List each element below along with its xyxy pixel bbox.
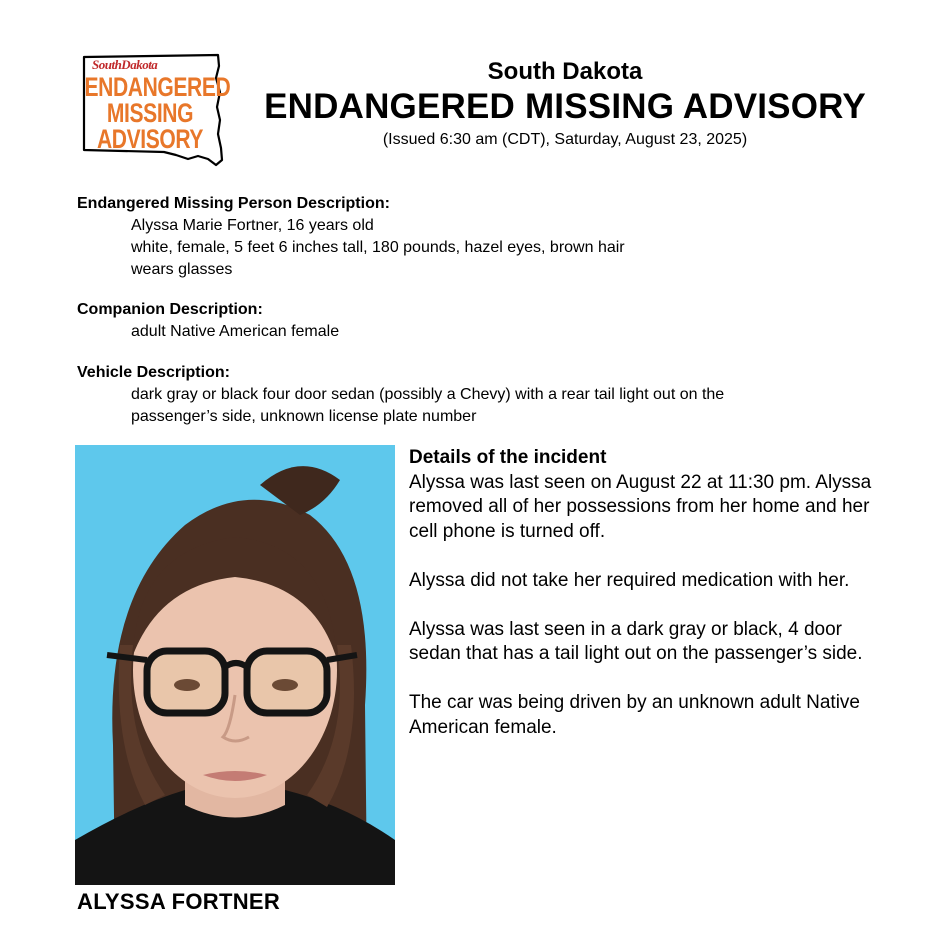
header-state: South Dakota [487,58,643,85]
details-paragraph: Alyssa did not take her required medication with her. [409,569,850,591]
details-heading: Details of the incident [409,447,607,468]
logo-line-advisory: ADVISORY [96,124,204,154]
photo-caption: ALYSSA FORTNER [77,889,281,914]
companion-description [77,299,877,343]
vehicle-heading: Vehicle Description: [77,364,230,381]
companion-line: adult Native American female [131,323,340,340]
vehicle-description [77,362,877,428]
person-line: wears glasses [131,261,233,278]
person-description [77,193,877,281]
incident-details [409,446,879,765]
vehicle-line: passenger’s side, unknown license plate number [131,408,477,425]
advisory-logo [80,52,231,168]
logo-line-endangered: ENDANGERED [84,72,231,102]
details-paragraph: Alyssa was last seen in a dark gray or black, 4 door sedan that has a tail light out on the passenger’s side. [409,618,863,664]
person-line: white, female, 5 feet 6 inches tall, 180 pounds, hazel eyes, brown hair [131,239,625,256]
vehicle-line: dark gray or black four door sedan (possibly a Chevy) with a rear tail light out on the [131,386,725,403]
details-paragraph: Alyssa was last seen on August 22 at 11:30 pm. Alyssa removed all of her possessions from her home and her cell phone is turned off. [409,471,872,542]
logo-line-missing: MISSING [106,98,194,128]
page-title: ENDANGERED MISSING ADVISORY [264,87,866,126]
companion-heading: Companion Description: [77,301,263,318]
missing-person-photo [75,445,395,885]
person-line: Alyssa Marie Fortner, 16 years old [131,217,374,234]
logo-state-script: SouthDakota [92,57,158,72]
person-heading: Endangered Missing Person Description: [77,195,390,212]
issued-timestamp: (Issued 6:30 am (CDT), Saturday, August 23, 2025) [382,131,748,148]
details-paragraph: The car was being driven by an unknown adult Native American female. [409,692,860,738]
